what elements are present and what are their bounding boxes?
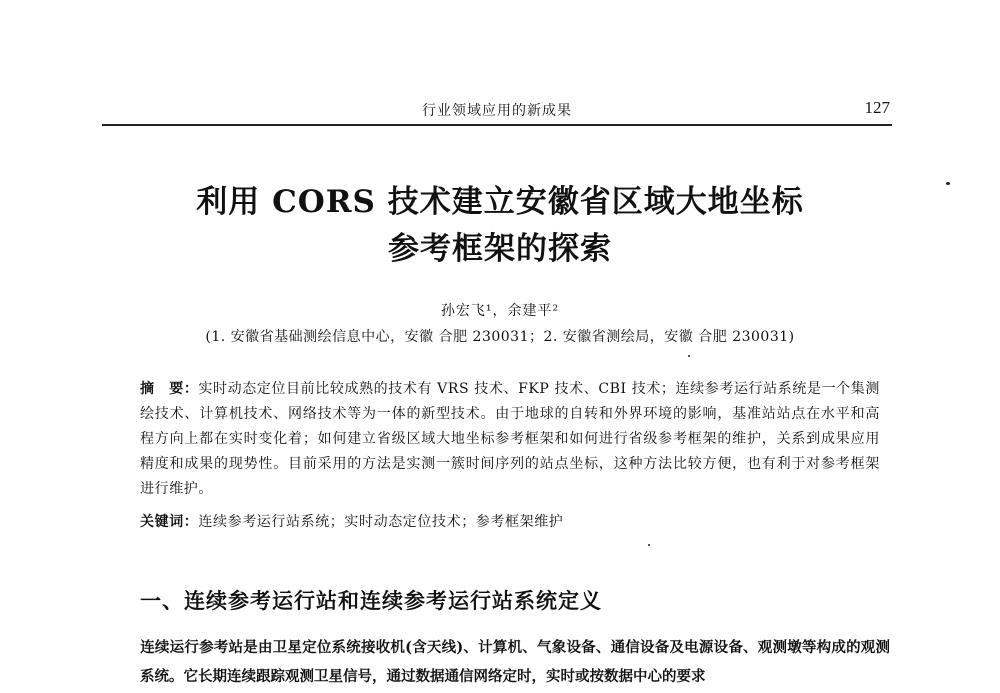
- abstract-label: 摘 要：: [140, 381, 199, 397]
- keywords: [140, 511, 880, 531]
- abstract: [140, 377, 880, 502]
- running-title: 行业领域应用的新成果: [422, 103, 572, 119]
- scan-speck: [688, 355, 690, 357]
- paper-title-line-2: 参考框架的探索: [388, 231, 612, 267]
- keywords-label: 关键词：: [140, 514, 199, 530]
- section-body-text: 连续运行参考站是由卫星定位系统接收机(含天线)、计算机、气象设备、通信设备及电源设备、观测墩等构成的观测系统。它长期连续跟踪观测卫星信号，通过数据通信网络定时，实时或按数据中心的要求: [140, 639, 890, 685]
- keywords-text: 连续参考运行站系统；实时动态定位技术；参考框架维护: [198, 514, 564, 530]
- scan-speck: [946, 182, 950, 185]
- scan-speck: [648, 544, 650, 546]
- authors: 孙宏飞¹，余建平²: [440, 303, 560, 319]
- running-header: [102, 96, 892, 126]
- affiliation: (1. 安徽省基础测绘信息中心，安徽 合肥 230031；2. 安徽省测绘局，安徽 合肥 230031): [205, 329, 795, 345]
- section-body: [140, 633, 890, 691]
- paper-title-line-1: 利用 CORS 技术建立安徽省区域大地坐标: [196, 184, 804, 220]
- abstract-text: 实时动态定位目前比较成熟的技术有 VRS 技术、FKP 技术、CBI 技术；连续参考运行站系统是一个集测绘技术、计算机技术、网络技术等为一体的新型技术。由于地球的自转和外界环境的影响，基准站站点在水平和高程方向上都在实时变化着；如何建立省级区域大地坐标参考框架和如何进行省级参考框架的维护，关系到成果应用精度和成果的现势性。目前采用的方法是实测一簇时间序列的站点坐标，这种方法比较方便，也有利于对参考框架进行维护。: [140, 381, 880, 497]
- section-heading: 一、连续参考运行站和连续参考运行站系统定义: [140, 589, 602, 613]
- page-number: 127: [864, 98, 890, 117]
